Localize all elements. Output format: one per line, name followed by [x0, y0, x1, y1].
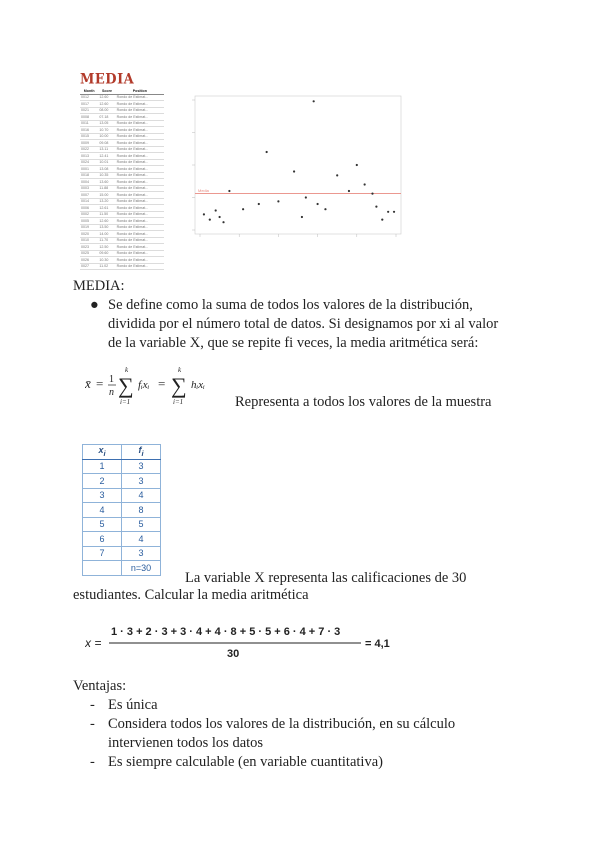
cell-x: 4: [83, 503, 122, 518]
table-cell: 08.00: [98, 107, 115, 114]
table-cell: 0011: [80, 120, 98, 127]
table-cell: 09.08: [98, 140, 115, 147]
table-cell: 10.30: [98, 257, 115, 264]
table-total-row: [83, 561, 161, 576]
svg-text:=: =: [96, 376, 104, 391]
table-cell: 0025: [80, 250, 98, 257]
scatter-point: [215, 209, 217, 211]
scatter-point: [242, 208, 244, 210]
table-cell: 0007: [80, 192, 98, 199]
table-cell: 0008: [80, 114, 98, 121]
list-item-text: Es única: [108, 697, 158, 713]
scatter-point: [364, 183, 366, 185]
table-cell: 0027: [80, 263, 98, 270]
table-cell: 0013: [80, 153, 98, 160]
table-cell: Rondo de Estimat...: [116, 101, 164, 108]
svg-text:i=1: i=1: [120, 398, 131, 406]
cell-f: 8: [122, 503, 161, 518]
table-cell: 0003: [80, 185, 98, 192]
scatter-point: [356, 164, 358, 166]
table-cell: Rondo de Estimat...: [116, 257, 164, 264]
table-cell: 0019: [80, 224, 98, 231]
svg-text:1: 1: [109, 374, 114, 385]
calc-result: = 4,1: [365, 638, 390, 650]
scatter-point: [228, 190, 230, 192]
mean-calculation: [85, 622, 415, 662]
scatter-point: [348, 190, 350, 192]
mean-line-label: Media: [198, 188, 209, 194]
table-cell: 11.50: [98, 211, 115, 218]
table-cell: 11.02: [98, 263, 115, 270]
svg-text:x̄: x̄: [85, 376, 91, 391]
cell-x: 3: [83, 488, 122, 503]
cell-f: 3: [122, 459, 161, 474]
table-cell: Rondo de Estimat...: [116, 224, 164, 231]
cell-f: 4: [122, 532, 161, 547]
table-cell: 15.00: [98, 192, 115, 199]
svg-text:k: k: [125, 366, 129, 374]
list-item-text: Es siempre calculable (en variable cuantitativa): [108, 754, 383, 770]
table-cell: 14.00: [98, 231, 115, 238]
media-logo: MEDIA: [80, 71, 135, 88]
table-cell: 13.11: [98, 146, 115, 153]
table-cell: 0006: [80, 205, 98, 212]
scatter-point: [393, 211, 395, 213]
scatter-point: [258, 203, 260, 205]
calc-denominator: 30: [227, 648, 240, 660]
table-cell: 09.60: [98, 250, 115, 257]
cell-f: 4: [122, 488, 161, 503]
table-cell: 13.08: [98, 166, 115, 173]
header-xi: $x_i$: [83, 445, 122, 460]
scatter-point: [371, 193, 373, 195]
table-cell: 0005: [80, 218, 98, 225]
bullet-symbol: ●: [90, 297, 99, 313]
table-cell: Rondo de Estimat...: [116, 166, 164, 173]
svg-text:∑: ∑: [171, 373, 187, 398]
scatter-point: [317, 203, 319, 205]
table-cell: Rondo de Estimat...: [116, 185, 164, 192]
scatter-point: [209, 219, 211, 221]
data-table-thumbnail: [80, 88, 164, 270]
table-cell: 13.20: [98, 198, 115, 205]
table-cell: Rondo de Estimat...: [116, 250, 164, 257]
table-cell: 0001: [80, 166, 98, 173]
calc-lhs: x =: [85, 636, 102, 650]
table-row: [83, 459, 161, 474]
definition-text: Se define como la suma de todos los valores de la distribución, dividida por el número total de datos. Si designamos por xi al valor de la variable X, que se repite fi veces, la media aritmética será:: [108, 297, 499, 351]
svg-text:i=1: i=1: [173, 398, 184, 406]
table-cell: 0002: [80, 211, 98, 218]
table-cell: Rondo de Estimat...: [116, 172, 164, 179]
plot-frame: [195, 96, 401, 234]
freq-header-row: [83, 445, 161, 460]
svg-text:∑: ∑: [118, 373, 134, 398]
cell-empty: [83, 561, 122, 576]
scatter-point: [336, 174, 338, 176]
svg-text:fᵢxᵢ: fᵢxᵢ: [138, 379, 150, 391]
table-cell: 10.01: [98, 159, 115, 166]
table-cell: Rondo de Estimat...: [116, 140, 164, 147]
table-row: [83, 517, 161, 532]
table-cell: 0024: [80, 159, 98, 166]
list-item: [90, 715, 520, 753]
table-cell: 0022: [80, 146, 98, 153]
svg-text:=: =: [158, 376, 166, 391]
table-cell: 0020: [80, 231, 98, 238]
frequency-table: [82, 444, 161, 576]
svg-text:k: k: [178, 366, 182, 374]
table-cell: Rondo de Estimat...: [116, 211, 164, 218]
table-cell: Rondo de Estimat...: [116, 107, 164, 114]
scatter-point: [222, 221, 224, 223]
sample-note: Representa a todos los valores de la muestra: [235, 394, 492, 410]
scatter-point: [324, 208, 326, 210]
table-cell: 13.05: [98, 120, 115, 127]
svg-text:n: n: [109, 387, 114, 398]
column-header: Position: [116, 88, 164, 94]
table-row: [83, 503, 161, 518]
table-cell: Rondo de Estimat...: [116, 192, 164, 199]
table-cell: 0023: [80, 244, 98, 251]
header-fi: $f_i$: [122, 445, 161, 460]
table-cell: 12.50: [98, 244, 115, 251]
table-cell: 12.60: [98, 94, 115, 101]
table-cell: 10.00: [98, 133, 115, 140]
list-item: [90, 696, 520, 715]
list-dash: -: [90, 754, 95, 770]
list-item-text: Considera todos los valores de la distribución, en su cálculo intervienen todos los datos: [108, 716, 456, 751]
axis-ticks: [192, 100, 396, 237]
table-cell: 0021: [80, 107, 98, 114]
column-header: Score: [98, 88, 115, 94]
problem-statement-line-2: estudiantes. Calcular la media aritmética: [73, 587, 309, 603]
cell-x: 1: [83, 459, 122, 474]
table-cell: Rondo de Estimat...: [116, 244, 164, 251]
table-cell: 11.70: [98, 237, 115, 244]
table-cell: 0010: [80, 237, 98, 244]
table-cell: Rondo de Estimat...: [116, 263, 164, 270]
table-cell: 0018: [80, 172, 98, 179]
mean-formula: [85, 362, 225, 406]
table-cell: Rondo de Estimat...: [116, 146, 164, 153]
table-cell: 13.60: [98, 179, 115, 186]
scatter-point: [293, 170, 295, 172]
cell-x: 2: [83, 474, 122, 489]
table-cell: Rondo de Estimat...: [116, 205, 164, 212]
table-cell: Rondo de Estimat...: [116, 159, 164, 166]
problem-statement-line-1: La variable X representa las calificaciones de 30: [185, 570, 467, 586]
cell-x: 6: [83, 532, 122, 547]
scatter-point: [203, 213, 205, 215]
table-cell: 07.18: [98, 114, 115, 121]
cell-f: 3: [122, 474, 161, 489]
table-cell: 0016: [80, 127, 98, 134]
scatter-points: [203, 100, 395, 223]
table-cell: Rondo de Estimat...: [116, 114, 164, 121]
table-cell: 10.35: [98, 172, 115, 179]
table-row: [83, 474, 161, 489]
scatter-point: [381, 219, 383, 221]
scatter-point: [387, 211, 389, 213]
list-item: [90, 753, 520, 772]
list-dash: -: [90, 716, 95, 732]
table-cell: 10.70: [98, 127, 115, 134]
table-cell: Rondo de Estimat...: [116, 94, 164, 101]
table-cell: Rondo de Estimat...: [116, 153, 164, 160]
table-row: [83, 532, 161, 547]
table-cell: Rondo de Estimat...: [116, 237, 164, 244]
table-cell: 12.61: [98, 205, 115, 212]
cell-x: 7: [83, 546, 122, 561]
cell-x: 5: [83, 517, 122, 532]
definition-bullet: [90, 296, 510, 353]
table-cell: 13.50: [98, 224, 115, 231]
table-cell: Rondo de Estimat...: [116, 179, 164, 186]
table-cell: 0026: [80, 257, 98, 264]
scatter-point: [313, 100, 315, 102]
table-cell: Rondo de Estimat...: [116, 127, 164, 134]
table-cell: Rondo de Estimat...: [116, 231, 164, 238]
table-cell: 12.41: [98, 153, 115, 160]
table-row: [83, 546, 161, 561]
table-row: [80, 263, 164, 270]
scatter-point: [266, 151, 268, 153]
cell-f: 5: [122, 517, 161, 532]
table-cell: Rondo de Estimat...: [116, 120, 164, 127]
calc-numerator: 1 · 3 + 2 · 3 + 3 · 4 + 4 · 8 + 5 · 5 + 6 · 4 + 7 · 3: [111, 626, 341, 638]
scatter-point: [219, 216, 221, 218]
table-cell: 12.60: [98, 101, 115, 108]
table-cell: 12.60: [98, 218, 115, 225]
table-cell: 0009: [80, 140, 98, 147]
table-cell: 0012: [80, 94, 98, 101]
scatter-point: [305, 196, 307, 198]
table-cell: Rondo de Estimat...: [116, 133, 164, 140]
section-heading: MEDIA:: [73, 278, 125, 294]
column-header: Month: [80, 88, 98, 94]
list-dash: -: [90, 697, 95, 713]
cell-f: 3: [122, 546, 161, 561]
table-cell: 0015: [80, 133, 98, 140]
svg-text:hᵢxᵢ: hᵢxᵢ: [191, 379, 205, 391]
scatter-point: [277, 200, 279, 202]
table-cell: 0004: [80, 179, 98, 186]
advantages-heading: Ventajas:: [73, 678, 127, 694]
table-row: [83, 488, 161, 503]
table-cell: 11.88: [98, 185, 115, 192]
advantages-list: [90, 696, 520, 772]
table-cell: Rondo de Estimat...: [116, 218, 164, 225]
table-cell: 0017: [80, 101, 98, 108]
scatter-point: [375, 206, 377, 208]
table-cell: 0014: [80, 198, 98, 205]
cell-total: n=30: [122, 561, 161, 576]
scatter-point: [301, 216, 303, 218]
table-cell: Rondo de Estimat...: [116, 198, 164, 205]
scatter-plot: [182, 92, 404, 250]
